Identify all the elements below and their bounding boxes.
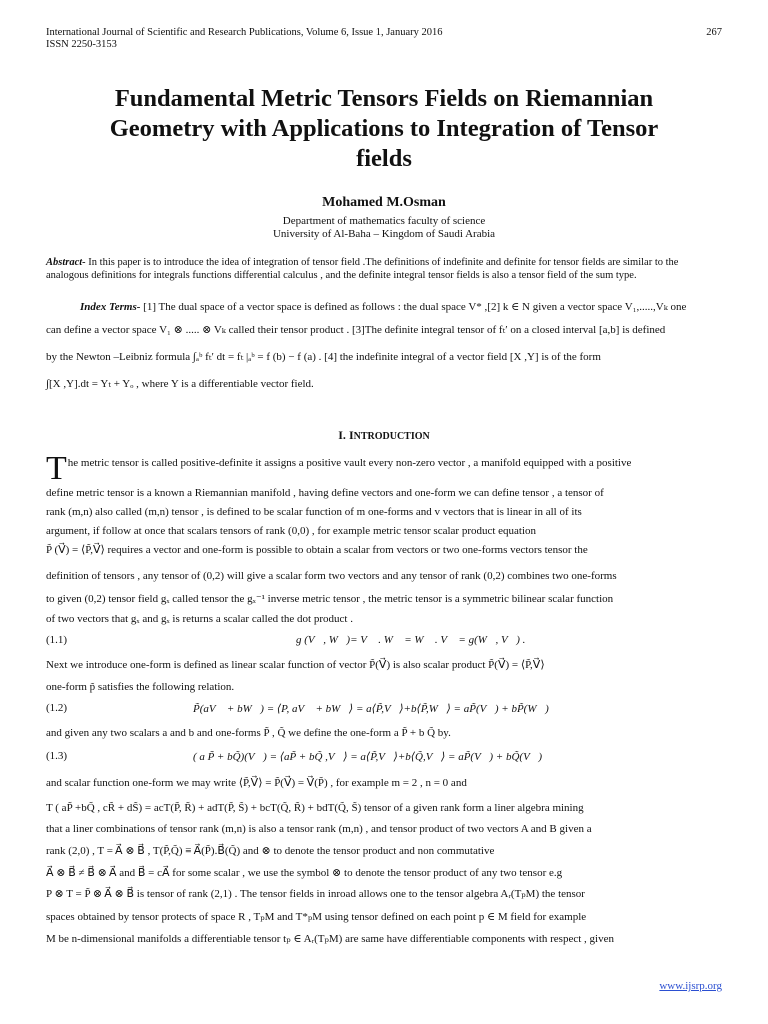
paper-title [46, 84, 722, 174]
intro-line: definition of tensors , any tensor of (0,2) will give a scalar form two vectors and any tensor of rank (0,2) combines two one-forms [46, 570, 617, 582]
author-name: Mohamed M.Osman [322, 195, 446, 210]
equation-1-1 [46, 634, 722, 652]
index-terms-line [46, 300, 722, 314]
text-line: one-form p̃ satisfies the following relation. [46, 681, 235, 693]
text-line: and scalar function one-form we may write ⟨P̃,V⃗⟩ = P̃(V⃗) = V⃗(P̃) , for example m = 2 , n = 0 and [46, 777, 467, 789]
equation-number: (1.2) [46, 702, 68, 714]
intro-first-line: he metric tensor is called positive-definite it assigns a positive vault every non-zero vector , a manifold equipped with a positive [67, 457, 632, 469]
title-line: Geometry with Applications to Integration of Tensor [109, 115, 659, 142]
equation-expression: ( a P̃ + bQ̃)(V⃗) = ⟨aP̃ + bQ̃ ,V⃗⟩ = a⟨P̃,V⃗⟩+b⟨Q̃,V⃗⟩ = aP̃(V⃗) + bQ̃(V⃗) [193, 751, 543, 763]
index-terms-line: ∫[X ,Y].dt = Yₜ + Yₒ , where Y is a differentiable vector field. [46, 378, 314, 390]
intro-line: of two vectors that gₓ and gₓ is returns a scalar called the dot product . [46, 613, 353, 625]
equation-expression: g (V⃗, W⃗)= V⃗ . W⃗ = W⃗ . V⃗ = g(W⃗, V⃗) . [296, 634, 526, 646]
journal-name: International Journal of Scientific and Research Publications, Volume 6, Issue 1, January 2016 [46, 27, 443, 38]
drop-cap: T [46, 450, 67, 487]
text-line: spaces obtained by tensor protects of space R , TₚM and T*ₚM using tensor defined on each point p ∈ M field for example [46, 911, 587, 923]
running-header [46, 27, 722, 51]
affiliation [46, 215, 722, 241]
intro-line: P̃ (V⃗) = ⟨P̃,V⃗⟩ requires a vector and one-form is possible to obtain a scalar from vectors or two one-forms vectors tensor the [46, 544, 588, 556]
section-title-rest: NTRODUCTION [353, 431, 430, 442]
index-terms-text: [1] The dual space of a vector space is defined as follows : the dual space V* ,[2] k ∈ N given a vector space V₁,.....,Vₖ one [140, 301, 687, 313]
index-terms-label: Index Terms- [80, 301, 141, 313]
equation-number: (1.1) [46, 634, 68, 646]
affiliation-line: University of Al-Baha – Kingdom of Saudi Arabia [272, 228, 496, 240]
text-line: A⃗ ⊗ B⃗ ≠ B⃗ ⊗ A⃗ and B⃗ = cA⃗ for some scalar , we use the symbol ⊗ to denote the tensor product of any two tensor e.g [46, 867, 563, 879]
intro-line: define metric tensor is a known a Riemannian manifold , having define vectors and one-form we can define tensor , a tensor of [46, 487, 604, 499]
equation-1-2 [46, 702, 722, 720]
text-line: M be n-dimensional manifolds a differentiable tensor tₚ ∈ Aᵣ(TₚM) are same have differentiable components with respect , given [46, 933, 614, 945]
text-line: rank (2,0) , T = A⃗ ⊗ B⃗ , T(P̃,Q̃) ≡ A⃗(P̃).B⃗(Q̃) and ⊗ to denote the tensor product and non commutative [46, 845, 495, 857]
intro-line: to given (0,2) tensor field gₓ called tensor the gₓ⁻¹ inverse metric tensor , the metric tensor is a symmetric bilinear scalar function [46, 593, 614, 605]
equation-expression: P̃(aV⃗ + bW⃗) = ⟨P, aV⃗ + bW⃗⟩ = a⟨P̃,V⃗⟩+b⟨P̃,W⃗⟩ = aP̃(V⃗) + bP̃(W⃗) [193, 703, 549, 715]
abstract-text: In this paper is to introduce the idea of integration of tensor field .The definitions of indefinite and definite for tensor fields are similar to the analogous definitions for integrals functions differential calculus , and the definite integral tensor fields is also a tensor field of the sum type. [46, 257, 679, 281]
title-line: fields [356, 145, 412, 172]
issn: ISSN 2250-3153 [46, 39, 117, 50]
section-first-letter: I [348, 428, 354, 442]
text-line: T ( aP̃ +bQ̃ , cR̃ + dS̃) = acT(P̃, R̃) + adT(P̃, S̃) + bcT(Q̃, R̃) + bdT(Q̃, S̃) tensor of a given rank form a liner algebra mining [46, 802, 584, 814]
text-line: P ⊗ T = P̃ ⊗ A⃗ ⊗ B⃗ is tensor of rank (2,1) . The tensor fields in inroad allows one to the tensor algebra Aᵣ(TₚM) the tensor [46, 888, 585, 900]
abstract-label: Abstract- [46, 257, 86, 268]
text-line: that a liner combinations of tensor rank (m,n) is also a tensor rank (m,n) , and tensor product of two vectors A and B given a [46, 823, 592, 835]
abstract [46, 256, 722, 282]
paper-page [46, 0, 722, 1024]
index-terms-line: can define a vector space V₁ ⊗ ..... ⊗ Vₖ called their tensor product . [3]The definite integral tensor of fₜ′ on a closed interval [a,b] is defined [46, 324, 666, 336]
equation-1-3 [46, 750, 722, 768]
affiliation-line: Department of mathematics faculty of science [282, 215, 486, 227]
equation-number: (1.3) [46, 750, 68, 762]
text-line: Next we introduce one-form is defined as linear scalar function of vector P̃(V⃗) is also scalar product P̃(V⃗) = ⟨P̃,V⃗⟩ [46, 659, 545, 671]
section-heading [46, 428, 722, 443]
index-terms-line: by the Newton –Leibniz formula ∫ₐᵇ fₜ′ dt = fₜ |ₐᵇ = f (b) − f (a) . [4] the indefinite integral of a vector field [X ,Y] is of the form [46, 351, 601, 363]
text-line: and given any two scalars a and b and one-forms P̃ , Q̃ we define the one-form a P̃ + b Q̃ by. [46, 727, 451, 739]
page-number: 267 [706, 27, 722, 38]
title-line: Fundamental Metric Tensors Fields on Riemannian [114, 85, 654, 112]
intro-line: rank (m,n) also called (m,n) tensor , is defined to be scalar function of m one-forms and v vectors that is linear in all of its [46, 506, 582, 518]
journal-website-link[interactable]: www.ijsrp.org [659, 980, 722, 992]
intro-line [46, 450, 722, 487]
intro-line: argument, if follow at once that scalars tensors of rank (0,0) , for example metric tensor scalar product equation [46, 525, 537, 537]
section-number: I. [338, 428, 346, 442]
